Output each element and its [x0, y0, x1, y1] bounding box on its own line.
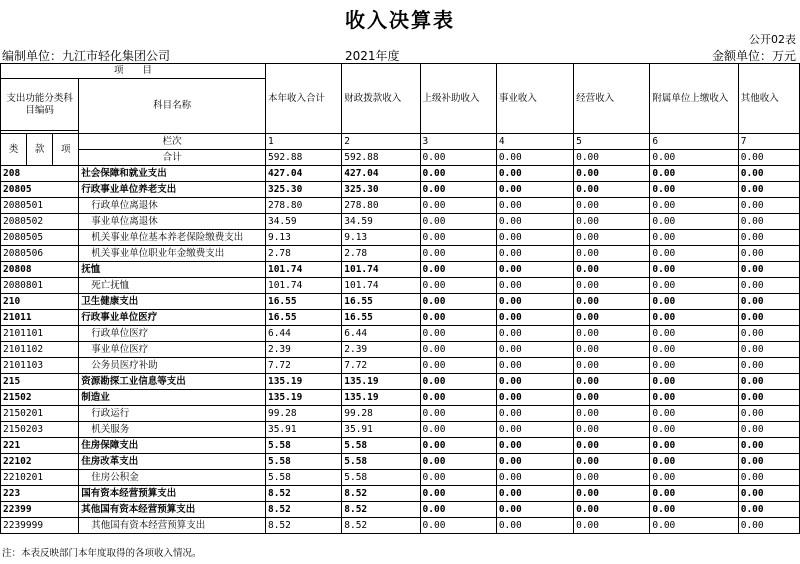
row-value: 16.55 — [342, 310, 420, 326]
table-row — [1, 342, 800, 358]
row-value: 0.00 — [738, 438, 799, 454]
row-value: 0.00 — [420, 198, 496, 214]
table-row — [1, 198, 800, 214]
row-value: 0.00 — [738, 230, 799, 246]
row-value: 101.74 — [265, 278, 341, 294]
row-value: 0.00 — [496, 454, 573, 470]
row-value: 5.58 — [265, 438, 341, 454]
row-value: 5.58 — [265, 470, 341, 486]
row-value: 9.13 — [342, 230, 420, 246]
row-subject-name: 行政事业单位养老支出 — [79, 182, 266, 198]
row-value: 8.52 — [265, 518, 341, 534]
row-value: 0.00 — [738, 310, 799, 326]
row-value: 8.52 — [342, 486, 420, 502]
row-value: 0.00 — [650, 182, 738, 198]
row-code: 2080505 — [1, 230, 79, 246]
row-value: 135.19 — [342, 374, 420, 390]
row-code: 2150201 — [1, 406, 79, 422]
row-value: 8.52 — [342, 518, 420, 534]
row-value: 0.00 — [420, 358, 496, 374]
row-value: 0.00 — [738, 454, 799, 470]
row-value: 0.00 — [496, 166, 573, 182]
row-value: 0.00 — [738, 470, 799, 486]
row-value: 278.80 — [342, 198, 420, 214]
row-value: 0.00 — [420, 182, 496, 198]
row-value: 427.04 — [265, 166, 341, 182]
row-value: 0.00 — [496, 486, 573, 502]
row-value: 0.00 — [420, 278, 496, 294]
row-value: 0.00 — [420, 438, 496, 454]
row-value: 0.00 — [420, 246, 496, 262]
unit-label: 编制单位：九江市轻化集团公司 — [2, 49, 171, 63]
row-value: 0.00 — [574, 230, 650, 246]
row-value: 0.00 — [738, 374, 799, 390]
row-value: 34.59 — [342, 214, 420, 230]
row-value: 0.00 — [496, 518, 573, 534]
row-value: 0.00 — [738, 502, 799, 518]
row-value: 2.78 — [342, 246, 420, 262]
row-subject-name: 机关服务 — [79, 422, 266, 438]
row-code: 2210201 — [1, 470, 79, 486]
row-value: 0.00 — [496, 246, 573, 262]
row-value: 0.00 — [738, 326, 799, 342]
col-number-1: 1 — [265, 134, 341, 150]
row-value: 0.00 — [496, 438, 573, 454]
row-value: 0.00 — [650, 390, 738, 406]
row-value: 101.74 — [265, 262, 341, 278]
row-code: 221 — [1, 438, 79, 454]
row-value: 0.00 — [496, 358, 573, 374]
row-value: 16.55 — [265, 310, 341, 326]
row-code: 2080801 — [1, 278, 79, 294]
row-value: 0.00 — [574, 310, 650, 326]
row-value: 0.00 — [650, 294, 738, 310]
row-value: 0.00 — [650, 486, 738, 502]
row-value: 0.00 — [738, 246, 799, 262]
col-number-7: 7 — [738, 134, 799, 150]
row-value: 0.00 — [738, 278, 799, 294]
row-value: 0.00 — [738, 358, 799, 374]
row-subject-name: 机关事业单位基本养老保险缴费支出 — [79, 230, 266, 246]
row-value: 35.91 — [265, 422, 341, 438]
col-number-6: 6 — [650, 134, 738, 150]
row-code: 22102 — [1, 454, 79, 470]
row-value: 0.00 — [574, 390, 650, 406]
row-subject-name: 机关事业单位职业年金缴费支出 — [79, 246, 266, 262]
row-value: 0.00 — [420, 310, 496, 326]
row-value: 0.00 — [574, 326, 650, 342]
row-code: 20805 — [1, 182, 79, 198]
table-row — [1, 422, 800, 438]
row-value: 101.74 — [342, 262, 420, 278]
row-value: 0.00 — [738, 406, 799, 422]
row-value: 0.00 — [738, 422, 799, 438]
amount-unit: 金额单位：万元 — [711, 49, 796, 63]
row-value: 5.58 — [342, 470, 420, 486]
row-code: 2239999 — [1, 518, 79, 534]
table-row — [1, 406, 800, 422]
row-subject-name: 其他国有资本经营预算支出 — [79, 502, 266, 518]
row-value: 0.00 — [738, 182, 799, 198]
row-value: 135.19 — [342, 390, 420, 406]
total-value: 0.00 — [738, 150, 799, 166]
row-value: 135.19 — [265, 374, 341, 390]
row-value: 0.00 — [650, 166, 738, 182]
row-code: 2080502 — [1, 214, 79, 230]
header-lei: 类 — [1, 134, 27, 166]
row-value: 427.04 — [342, 166, 420, 182]
table-row — [1, 326, 800, 342]
row-value: 0.00 — [496, 182, 573, 198]
row-value: 8.52 — [265, 486, 341, 502]
row-value: 16.55 — [265, 294, 341, 310]
row-value: 6.44 — [265, 326, 341, 342]
row-value: 0.00 — [420, 262, 496, 278]
row-code: 208 — [1, 166, 79, 182]
row-value: 0.00 — [650, 518, 738, 534]
table-row — [1, 262, 800, 278]
header-xiang: 项 — [53, 134, 79, 166]
row-subject-name: 行政运行 — [79, 406, 266, 422]
row-value: 9.13 — [265, 230, 341, 246]
total-value: 0.00 — [650, 150, 738, 166]
row-value: 0.00 — [738, 166, 799, 182]
row-value: 0.00 — [420, 470, 496, 486]
row-value: 0.00 — [496, 294, 573, 310]
row-subject-name: 卫生健康支出 — [79, 294, 266, 310]
row-value: 0.00 — [574, 358, 650, 374]
table-row — [1, 166, 800, 182]
row-value: 0.00 — [420, 166, 496, 182]
row-value: 0.00 — [496, 310, 573, 326]
row-value: 0.00 — [574, 246, 650, 262]
row-value: 0.00 — [496, 374, 573, 390]
row-value: 0.00 — [420, 342, 496, 358]
row-value: 0.00 — [574, 406, 650, 422]
row-value: 5.58 — [342, 454, 420, 470]
row-value: 0.00 — [650, 358, 738, 374]
total-value: 0.00 — [420, 150, 496, 166]
row-subject-name: 住房改革支出 — [79, 454, 266, 470]
table-row — [1, 358, 800, 374]
table-row — [1, 390, 800, 406]
row-value: 0.00 — [496, 278, 573, 294]
row-value: 0.00 — [650, 374, 738, 390]
row-subject-name: 住房公积金 — [79, 470, 266, 486]
total-value: 0.00 — [574, 150, 650, 166]
header-col-3: 上级补助收入 — [420, 64, 496, 134]
footnote: 注：本表反映部门本年度取得的各项收入情况。 — [2, 548, 202, 559]
row-code: 2101101 — [1, 326, 79, 342]
row-value: 101.74 — [342, 278, 420, 294]
row-value: 8.52 — [342, 502, 420, 518]
table-row — [1, 214, 800, 230]
row-value: 34.59 — [265, 214, 341, 230]
row-value: 0.00 — [574, 486, 650, 502]
table-row — [1, 486, 800, 502]
row-value: 325.30 — [265, 182, 341, 198]
row-value: 325.30 — [342, 182, 420, 198]
row-value: 0.00 — [420, 326, 496, 342]
header-col-2: 财政拨款收入 — [342, 64, 420, 134]
row-code: 223 — [1, 486, 79, 502]
row-value: 8.52 — [265, 502, 341, 518]
row-value: 0.00 — [650, 278, 738, 294]
row-value: 0.00 — [574, 374, 650, 390]
row-value: 0.00 — [496, 214, 573, 230]
row-subject-name: 公务员医疗补助 — [79, 358, 266, 374]
row-subject-name: 行政单位离退休 — [79, 198, 266, 214]
report-title: 收入决算表 — [345, 8, 455, 32]
row-value: 0.00 — [574, 166, 650, 182]
row-subject-name: 住房保障支出 — [79, 438, 266, 454]
header-lanci: 栏次 — [79, 134, 266, 150]
row-value: 7.72 — [265, 358, 341, 374]
table-row — [1, 182, 800, 198]
row-value: 0.00 — [420, 518, 496, 534]
row-value: 0.00 — [496, 390, 573, 406]
table-row — [1, 294, 800, 310]
row-value: 135.19 — [265, 390, 341, 406]
row-value: 0.00 — [650, 246, 738, 262]
table-row — [1, 374, 800, 390]
header-col-4: 事业收入 — [496, 64, 573, 134]
header-kuan: 款 — [27, 134, 53, 166]
row-value: 0.00 — [496, 198, 573, 214]
row-value: 0.00 — [650, 310, 738, 326]
row-value: 0.00 — [574, 438, 650, 454]
header-col-1: 本年收入合计 — [265, 64, 341, 134]
row-value: 0.00 — [574, 198, 650, 214]
row-value: 0.00 — [496, 406, 573, 422]
row-value: 0.00 — [650, 422, 738, 438]
col-number-5: 5 — [574, 134, 650, 150]
row-value: 0.00 — [738, 518, 799, 534]
row-value: 0.00 — [420, 374, 496, 390]
row-value: 0.00 — [420, 454, 496, 470]
row-value: 0.00 — [574, 518, 650, 534]
row-subject-name: 事业单位医疗 — [79, 342, 266, 358]
row-value: 0.00 — [738, 342, 799, 358]
row-value: 5.58 — [265, 454, 341, 470]
table-row — [1, 502, 800, 518]
row-code: 20808 — [1, 262, 79, 278]
row-value: 0.00 — [574, 262, 650, 278]
row-code: 2080501 — [1, 198, 79, 214]
row-value: 0.00 — [574, 278, 650, 294]
row-value: 0.00 — [496, 342, 573, 358]
row-code: 2101102 — [1, 342, 79, 358]
row-value: 7.72 — [342, 358, 420, 374]
row-code: 2150203 — [1, 422, 79, 438]
header-col-7: 其他收入 — [738, 64, 799, 134]
form-number: 公开02表 — [749, 33, 796, 46]
row-value: 0.00 — [420, 422, 496, 438]
row-subject-name: 社会保障和就业支出 — [79, 166, 266, 182]
row-value: 0.00 — [496, 326, 573, 342]
row-subject-name: 事业单位离退休 — [79, 214, 266, 230]
total-value: 592.88 — [265, 150, 341, 166]
row-code: 22399 — [1, 502, 79, 518]
row-value: 0.00 — [574, 502, 650, 518]
row-value: 0.00 — [574, 294, 650, 310]
row-subject-name: 行政事业单位医疗 — [79, 310, 266, 326]
row-value: 0.00 — [420, 294, 496, 310]
row-value: 0.00 — [738, 198, 799, 214]
row-value: 278.80 — [265, 198, 341, 214]
row-value: 0.00 — [496, 262, 573, 278]
row-value: 2.78 — [265, 246, 341, 262]
row-subject-name: 死亡抚恤 — [79, 278, 266, 294]
header-subject-name: 科目名称 — [79, 79, 266, 134]
row-code: 21011 — [1, 310, 79, 326]
row-value: 5.58 — [342, 438, 420, 454]
row-value: 0.00 — [420, 390, 496, 406]
row-value: 0.00 — [650, 406, 738, 422]
row-value: 0.00 — [738, 390, 799, 406]
header-col-6: 附属单位上缴收入 — [650, 64, 738, 134]
row-value: 0.00 — [574, 422, 650, 438]
row-subject-name: 资源勘探工业信息等支出 — [79, 374, 266, 390]
col-number-3: 3 — [420, 134, 496, 150]
row-subject-name: 国有资本经营预算支出 — [79, 486, 266, 502]
row-value: 0.00 — [420, 230, 496, 246]
row-value: 2.39 — [342, 342, 420, 358]
table-row — [1, 310, 800, 326]
row-value: 0.00 — [650, 470, 738, 486]
row-value: 0.00 — [650, 198, 738, 214]
row-value: 0.00 — [650, 454, 738, 470]
table-row — [1, 454, 800, 470]
income-table — [0, 63, 800, 534]
table-row — [1, 278, 800, 294]
col-number-4: 4 — [496, 134, 573, 150]
row-value: 0.00 — [650, 262, 738, 278]
row-value: 0.00 — [496, 230, 573, 246]
row-value: 0.00 — [496, 422, 573, 438]
row-value: 99.28 — [342, 406, 420, 422]
row-code: 2101103 — [1, 358, 79, 374]
row-value: 0.00 — [574, 454, 650, 470]
col-number-2: 2 — [342, 134, 420, 150]
row-value: 0.00 — [650, 214, 738, 230]
row-value: 0.00 — [420, 214, 496, 230]
row-subject-name: 抚恤 — [79, 262, 266, 278]
table-row — [1, 230, 800, 246]
row-value: 0.00 — [574, 214, 650, 230]
table-row — [1, 518, 800, 534]
report-year: 2021年度 — [345, 49, 400, 63]
row-value: 0.00 — [574, 470, 650, 486]
row-value: 0.00 — [574, 182, 650, 198]
header-func-code: 支出功能分类科目编码 — [1, 79, 79, 131]
table-row — [1, 470, 800, 486]
row-subject-name: 行政单位医疗 — [79, 326, 266, 342]
row-value: 0.00 — [650, 342, 738, 358]
row-subject-name: 其他国有资本经营预算支出 — [79, 518, 266, 534]
row-value: 0.00 — [420, 406, 496, 422]
row-value: 35.91 — [342, 422, 420, 438]
row-code: 21502 — [1, 390, 79, 406]
row-value: 0.00 — [650, 502, 738, 518]
row-subject-name: 制造业 — [79, 390, 266, 406]
row-value: 0.00 — [738, 294, 799, 310]
row-value: 0.00 — [496, 470, 573, 486]
row-value: 0.00 — [574, 342, 650, 358]
table-row — [1, 438, 800, 454]
total-value: 0.00 — [496, 150, 573, 166]
total-value: 592.88 — [342, 150, 420, 166]
row-value: 0.00 — [420, 502, 496, 518]
row-value: 0.00 — [738, 262, 799, 278]
row-code: 2080506 — [1, 246, 79, 262]
row-code: 215 — [1, 374, 79, 390]
row-value: 0.00 — [650, 230, 738, 246]
row-value: 0.00 — [738, 486, 799, 502]
row-value: 0.00 — [420, 486, 496, 502]
row-value: 99.28 — [265, 406, 341, 422]
row-code: 210 — [1, 294, 79, 310]
row-value: 16.55 — [342, 294, 420, 310]
header-col-5: 经营收入 — [574, 64, 650, 134]
row-value: 0.00 — [496, 502, 573, 518]
table-row — [1, 246, 800, 262]
row-value: 6.44 — [342, 326, 420, 342]
row-value: 0.00 — [650, 326, 738, 342]
header-project: 项 目 — [1, 64, 266, 79]
total-label: 合计 — [79, 150, 266, 166]
row-value: 0.00 — [738, 214, 799, 230]
row-value: 0.00 — [650, 438, 738, 454]
row-value: 2.39 — [265, 342, 341, 358]
